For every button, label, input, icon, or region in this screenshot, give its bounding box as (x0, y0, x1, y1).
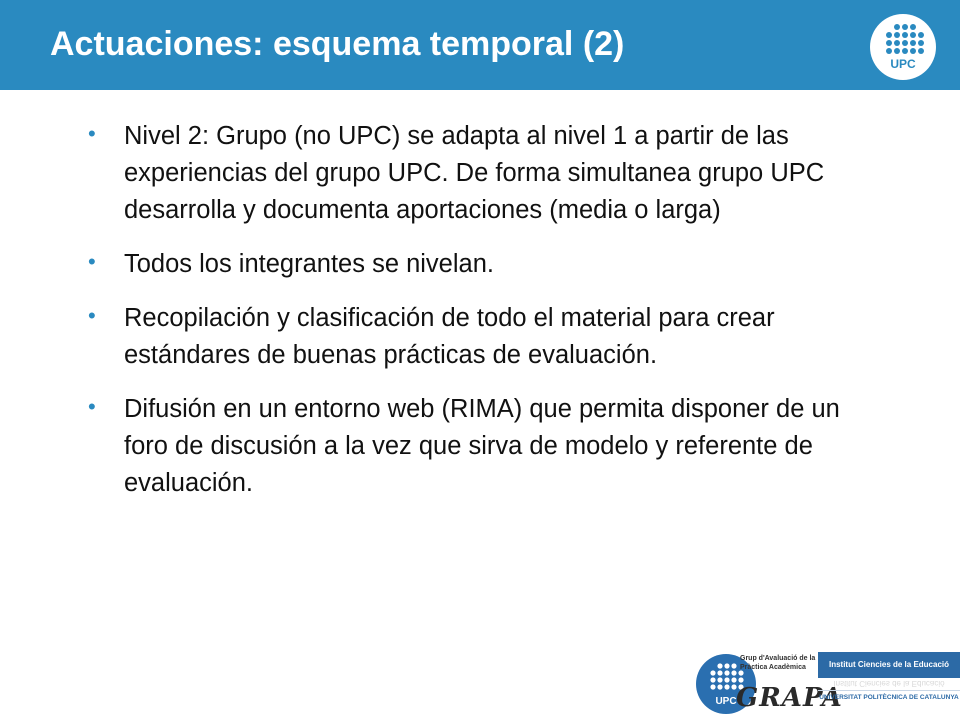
bullet-item (88, 391, 848, 502)
slide-header (0, 0, 960, 90)
ice-banner: Institut Ciencies de la Educació (818, 652, 960, 678)
bullet-text: Difusión en un entorno web (RIMA) que permita disponer de un foro de discusión a la vez que sirva de modelo y referente de evaluación. (124, 395, 840, 497)
bullet-text: Recopilación y clasificación de todo el material para crear estándares de buenas prácticas de evaluación. (124, 304, 775, 369)
bullet-text: Todos los integrantes se nivelan. (124, 250, 494, 278)
footer-upc-text: UPC (715, 696, 737, 707)
bullet-item (88, 118, 848, 229)
footer-logo-block (688, 650, 960, 720)
bullet-text: Nivel 2: Grupo (no UPC) se adapta al nivel 1 a partir de las experiencias del grupo UPC. De forma simultanea grupo UPC desarrolla y documenta aportaciones (media o larga) (124, 122, 825, 224)
grup-avaluacio-label: Grup d'Avaluació de la Pràctica Acadèmica (740, 655, 816, 671)
upc-logo-icon (870, 14, 936, 80)
upc-logo (870, 14, 936, 80)
bullet-item (88, 246, 848, 283)
bullet-marker: • (88, 249, 96, 274)
bullet-marker: • (88, 303, 96, 328)
bullet-marker: • (88, 394, 96, 419)
bullet-marker: • (88, 121, 96, 146)
upc-logo-text: UPC (890, 57, 916, 71)
bullet-item (88, 300, 848, 374)
ice-banner-reflection: Institut Ciencies de la Educació (833, 679, 945, 688)
bullet-list (88, 118, 848, 519)
universitat-label: UNIVERSITAT POLITÈCNICA DE CATALUNYA (818, 690, 960, 705)
grapa-logo: GRAPA (736, 683, 843, 713)
slide-title: Actuaciones: esquema temporal (2) (50, 25, 625, 63)
